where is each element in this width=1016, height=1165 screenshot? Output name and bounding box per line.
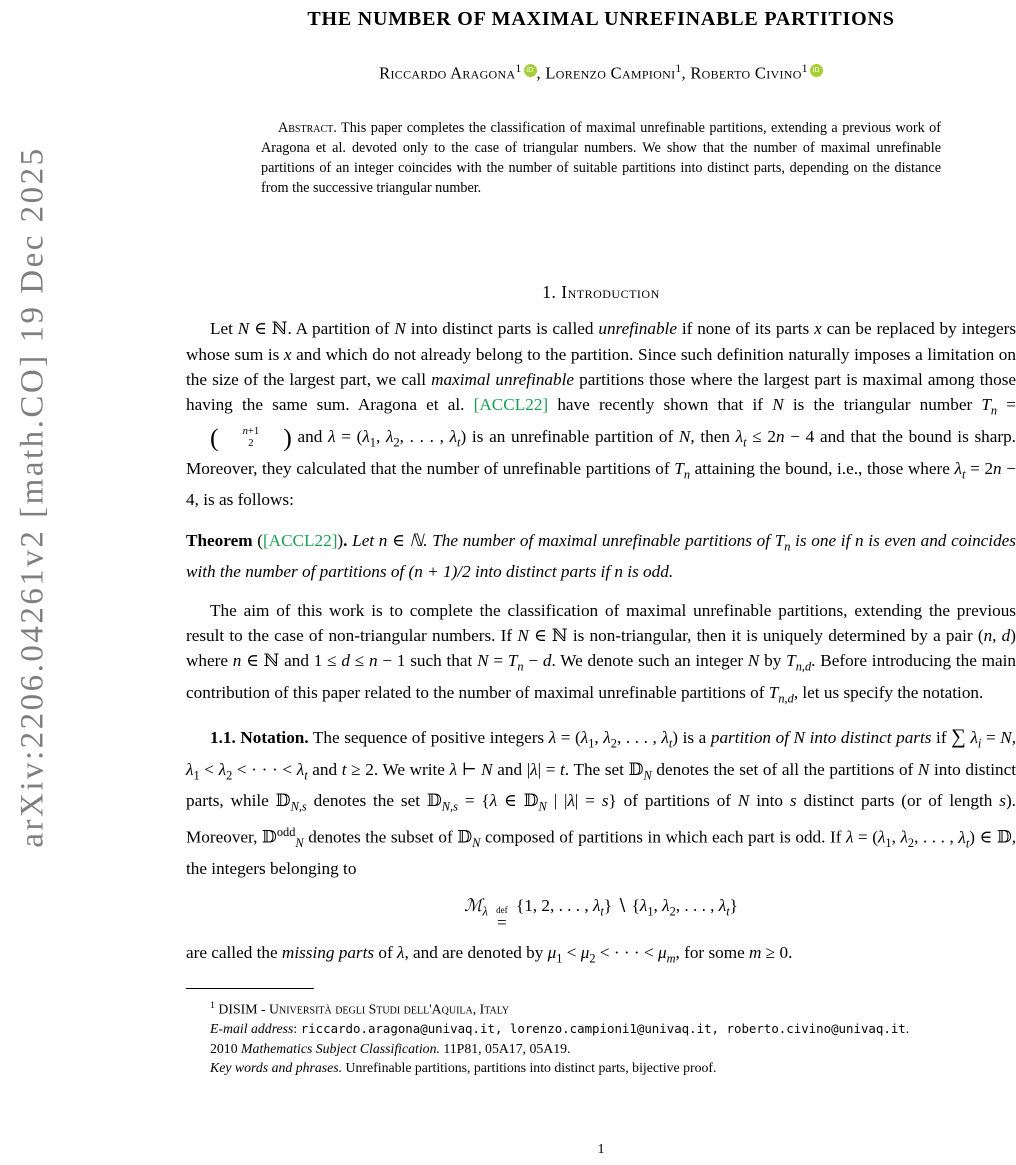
footnotes — [186, 996, 1016, 1078]
author-name-aragona: Riccardo Aragona — [379, 63, 516, 83]
paragraph-notation: 1.1. Notation. The sequence of positive integers $\lambda = (\lambda_1$, $\lambda_2$, . . . , $\lambda_t$) is a partition of N into distinct parts if ∑ $\lambda_i = N$, $\lambda_1 < \lambda_2$ < · · · < $\lambda_t$ and t ≥ 2. We write λ ⊢ N and |λ| = t. The set 𝔻$_N$ denotes the set of all the partitions of N into distinct parts, while 𝔻$_{N,s}$ denotes the set 𝔻$_{N,s}$ = {λ ∈ 𝔻$_N$ | |λ| = s} of partitions of N into s distinct parts (or of length s). Moreover, 𝔻$^{odd}_N$ denotes the subset of 𝔻$_N$ composed of partitions in which each part is odd. If $\lambda = (\lambda_1$, $\lambda_2$, . . . , $\lambda_t$) ∈ 𝔻, the integers belonging to — [186, 725, 1016, 879]
citation-link-accl22[interactable]: [ACCL22] — [473, 395, 549, 415]
footnote-affiliation: $^1$ DISIM - Università degli Studi dell'Aquila, Italy — [210, 999, 510, 1017]
author-name-campioni: Lorenzo Campioni — [545, 63, 676, 83]
footnote-rule — [186, 988, 314, 989]
arxiv-watermark: arXiv:2206.04261v2 [math.CO] 19 Dec 2025 — [14, 146, 51, 848]
email-link-civino[interactable]: roberto.civino@univaq.it — [726, 1021, 906, 1037]
paragraph-intro-1: Let N ∈ ℕ. A partition of N into distinct parts is called unrefinable if none of its parts x can be replaced by integers whose sum is x and which do not already belong to the partition. Since such definition naturally imposes a limitation on the size of the largest part, we call maximal unrefinable partitions those where the largest part is maximal among those having the same sum. Aragona et al. [ACCL22] have recently shown that if N is the triangular number $T_n$ = ( n+1 2 ) and $\lambda = (\lambda_1$, $\lambda_2$, . . . , $\lambda_t$) is an unrefinable partition of N, then $\lambda_t \le 2n - 4$ and that the bound is sharp. Moreover, they calculated that the number of unrefinable partitions of $T_n$ attaining the bound, i.e., those where $\lambda_t = 2n - 4$, is as follows: — [186, 319, 1016, 510]
footnote-msc: 2010 Mathematics Subject Classification. 11P81, 05A17, 05A19. — [210, 1040, 571, 1056]
footnote-keywords: Key words and phrases. Unrefinable partitions, partitions into distinct parts, bijective proof. — [210, 1060, 717, 1076]
email-link-aragona[interactable]: riccardo.aragona@univaq.it — [300, 1021, 495, 1037]
theorem-block: Theorem ([ACCL22]). Let n ∈ ℕ. The number of maximal unrefinable partitions of $T_n$ is one if n is even and coincides with the number of partitions of (n + 1)/2 into distinct parts if n is odd. — [186, 530, 1016, 582]
page-number: 1 — [597, 1142, 605, 1157]
citation-link-accl22[interactable]: [ACCL22] — [262, 530, 338, 550]
orcid-icon[interactable]: iD — [810, 64, 823, 77]
abstract: Abstract. This paper completes the classification of maximal unrefinable partitions, extending a previous work of Aragona et al. devoted only to the case of triangular numbers. We show that the number of maximal unrefinable partitions of an integer coincides with the number of suitable partitions into distinct parts, depending on the distance from the successive triangular number. — [261, 119, 941, 197]
paragraph-intro-2: The aim of this work is to complete the classification of maximal unrefinable partitions, extending the previous result to the case of non-triangular numbers. If N ∈ ℕ is non-triangular, then it is uniquely determined by a pair (n, d) where n ∈ ℕ and 1 ≤ d ≤ n − 1 such that $N = T_n - d$. We denote such an integer N by $T_{n,d}$. Before introducing the main contribution of this paper related to the number of maximal unrefinable partitions of $T_{n,d}$, let us specify the notation. — [186, 600, 1016, 706]
paper-content — [186, 0, 1016, 1078]
footnote-email: E-mail address: riccardo.aragona@univaq.it, lorenzo.campioni1@univaq.it, roberto.civino@univaq.it. — [210, 1021, 910, 1037]
email-link-campioni[interactable]: lorenzo.campioni1@univaq.it — [509, 1021, 712, 1037]
author-name-civino: Roberto Civino — [690, 63, 802, 83]
section-heading-introduction: 1. Introduction — [542, 282, 660, 303]
orcid-icon[interactable]: iD — [524, 64, 537, 77]
authors-line: Riccardo Aragona$^1$ iD , Lorenzo Campioni$^1$, Roberto Civino$^1$ iD — [186, 63, 1016, 84]
display-equation-missing-parts: ℳ$_\lambda$ def = {1, 2, . . . , $\lambda_t$} ∖ {$\lambda_1$, $\lambda_2$, . . . , $\lambda_t$} — [464, 895, 738, 932]
paragraph-missing-parts: are called the missing parts of λ, and are denoted by $\mu_1 < \mu_2$ < · · · < $\mu_m$, for some m ≥ 0. — [186, 943, 793, 966]
paper-title: THE NUMBER OF MAXIMAL UNREFINABLE PARTITIONS — [307, 8, 895, 30]
